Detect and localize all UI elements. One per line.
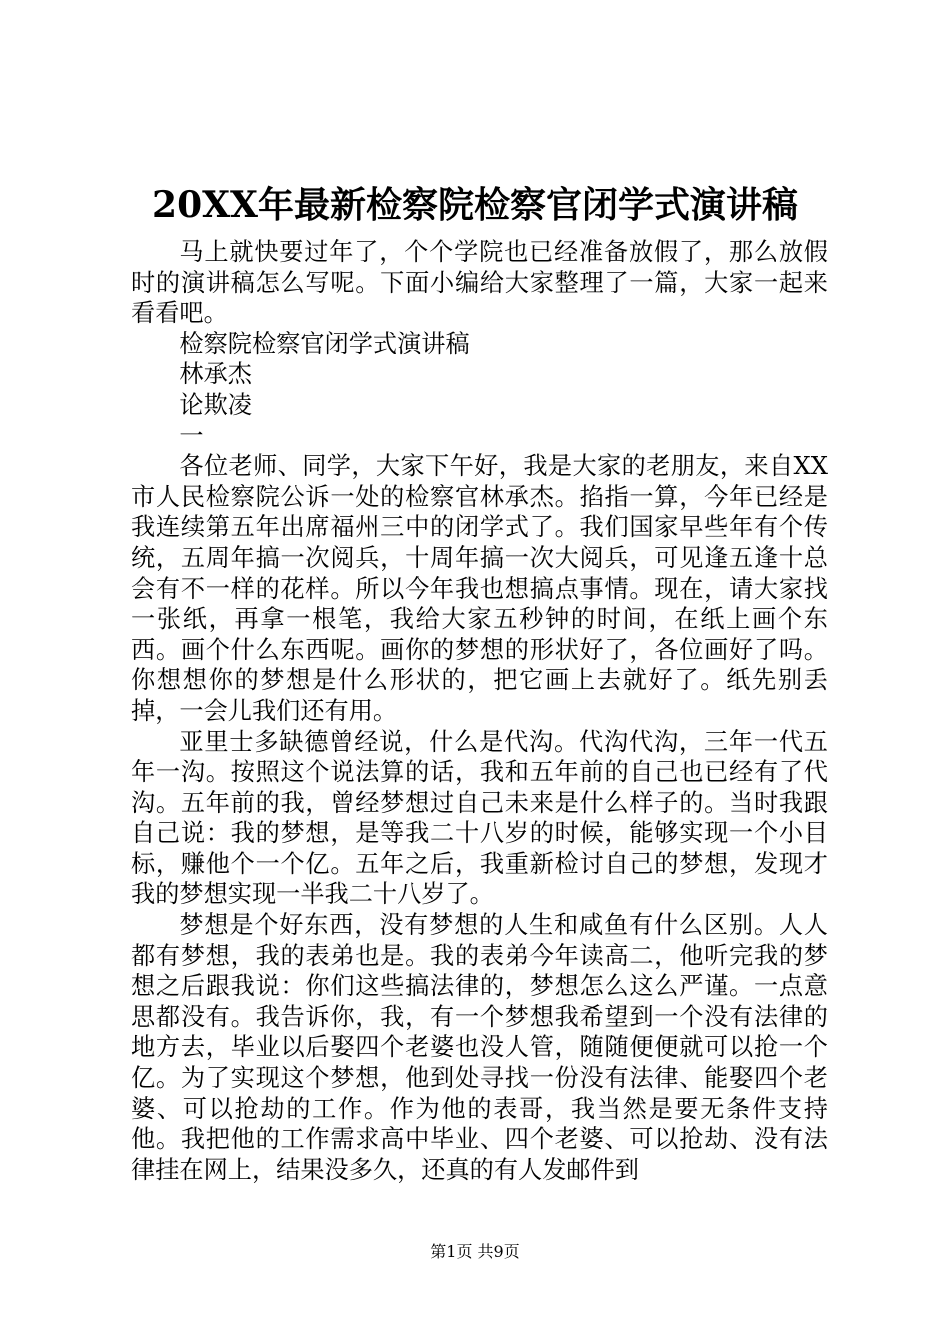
section-mark: 一 xyxy=(179,421,204,450)
body-paragraph: 各位老师、同学，大家下午好，我是大家的老朋友，来自XX市人民检察院公诉一处的检察官林承杰。掐指一算，今年已经是我连续第五年出席福州三中的闭学式了。我们国家早些年有个传统，五周年搞一次阅兵，十周年搞一次大阅兵，可见逢五逢十总会有不一样的花样。所以今年我也想搞点事情。现在，请大家找一张纸，再拿一根笔，我给大家五秒钟的时间，在纸上画个东西。画个什么东西呢。画你的梦想的形状好了，各位画好了吗。你想想你的梦想是什么形状的，把它画上去就好了。纸先别丢掉，一会儿我们还有用。 xyxy=(131,452,828,725)
speech-topic: 论欺凌 xyxy=(179,390,252,419)
author-name: 林承杰 xyxy=(179,360,252,389)
document-title: 20XX年最新检察院检察官闭学式演讲稿 xyxy=(152,184,798,226)
document-body xyxy=(131,237,828,1185)
intro-paragraph: 马上就快要过年了，个个学院也已经准备放假了，那么放假时的演讲稿怎么写呢。下面小编给大家整理了一篇，大家一起来看看吧。 xyxy=(131,238,828,328)
body-paragraph: 亚里士多缺德曾经说，什么是代沟。代沟代沟，三年一代五年一沟。按照这个说法算的话，我和五年前的自己也已经有了代沟。五年前的我，曾经梦想过自己未来是什么样子的。当时我跟自己说：我的梦想，是等我二十八岁的时候，能够实现一个小目标，赚他个一个亿。五年之后，我重新检讨自己的梦想，发现才我的梦想实现一半我二十八岁了。 xyxy=(131,727,828,909)
body-paragraph: 梦想是个好东西，没有梦想的人生和咸鱼有什么区别。人人都有梦想，我的表弟也是。我的表弟今年读高二，他听完我的梦想之后跟我说：你们这些搞法律的，梦想怎么这么严谨。一点意思都没有。我告诉你，我，有一个梦想我希望到一个没有法律的地方去，毕业以后娶四个老婆也没人管，随随便便就可以抢一个亿。为了实现这个梦想，他到处寻找一份没有法律、能娶四个老婆、可以抢劫的工作。作为他的表哥，我当然是要无条件支持他。我把他的工作需求高中毕业、四个老婆、可以抢劫、没有法律挂在网上，结果没多久，还真的有人发邮件到 xyxy=(131,911,828,1184)
speech-subtitle: 检察院检察官闭学式演讲稿 xyxy=(179,329,470,358)
page-footer: 第1页 共9页 xyxy=(430,1242,520,1261)
